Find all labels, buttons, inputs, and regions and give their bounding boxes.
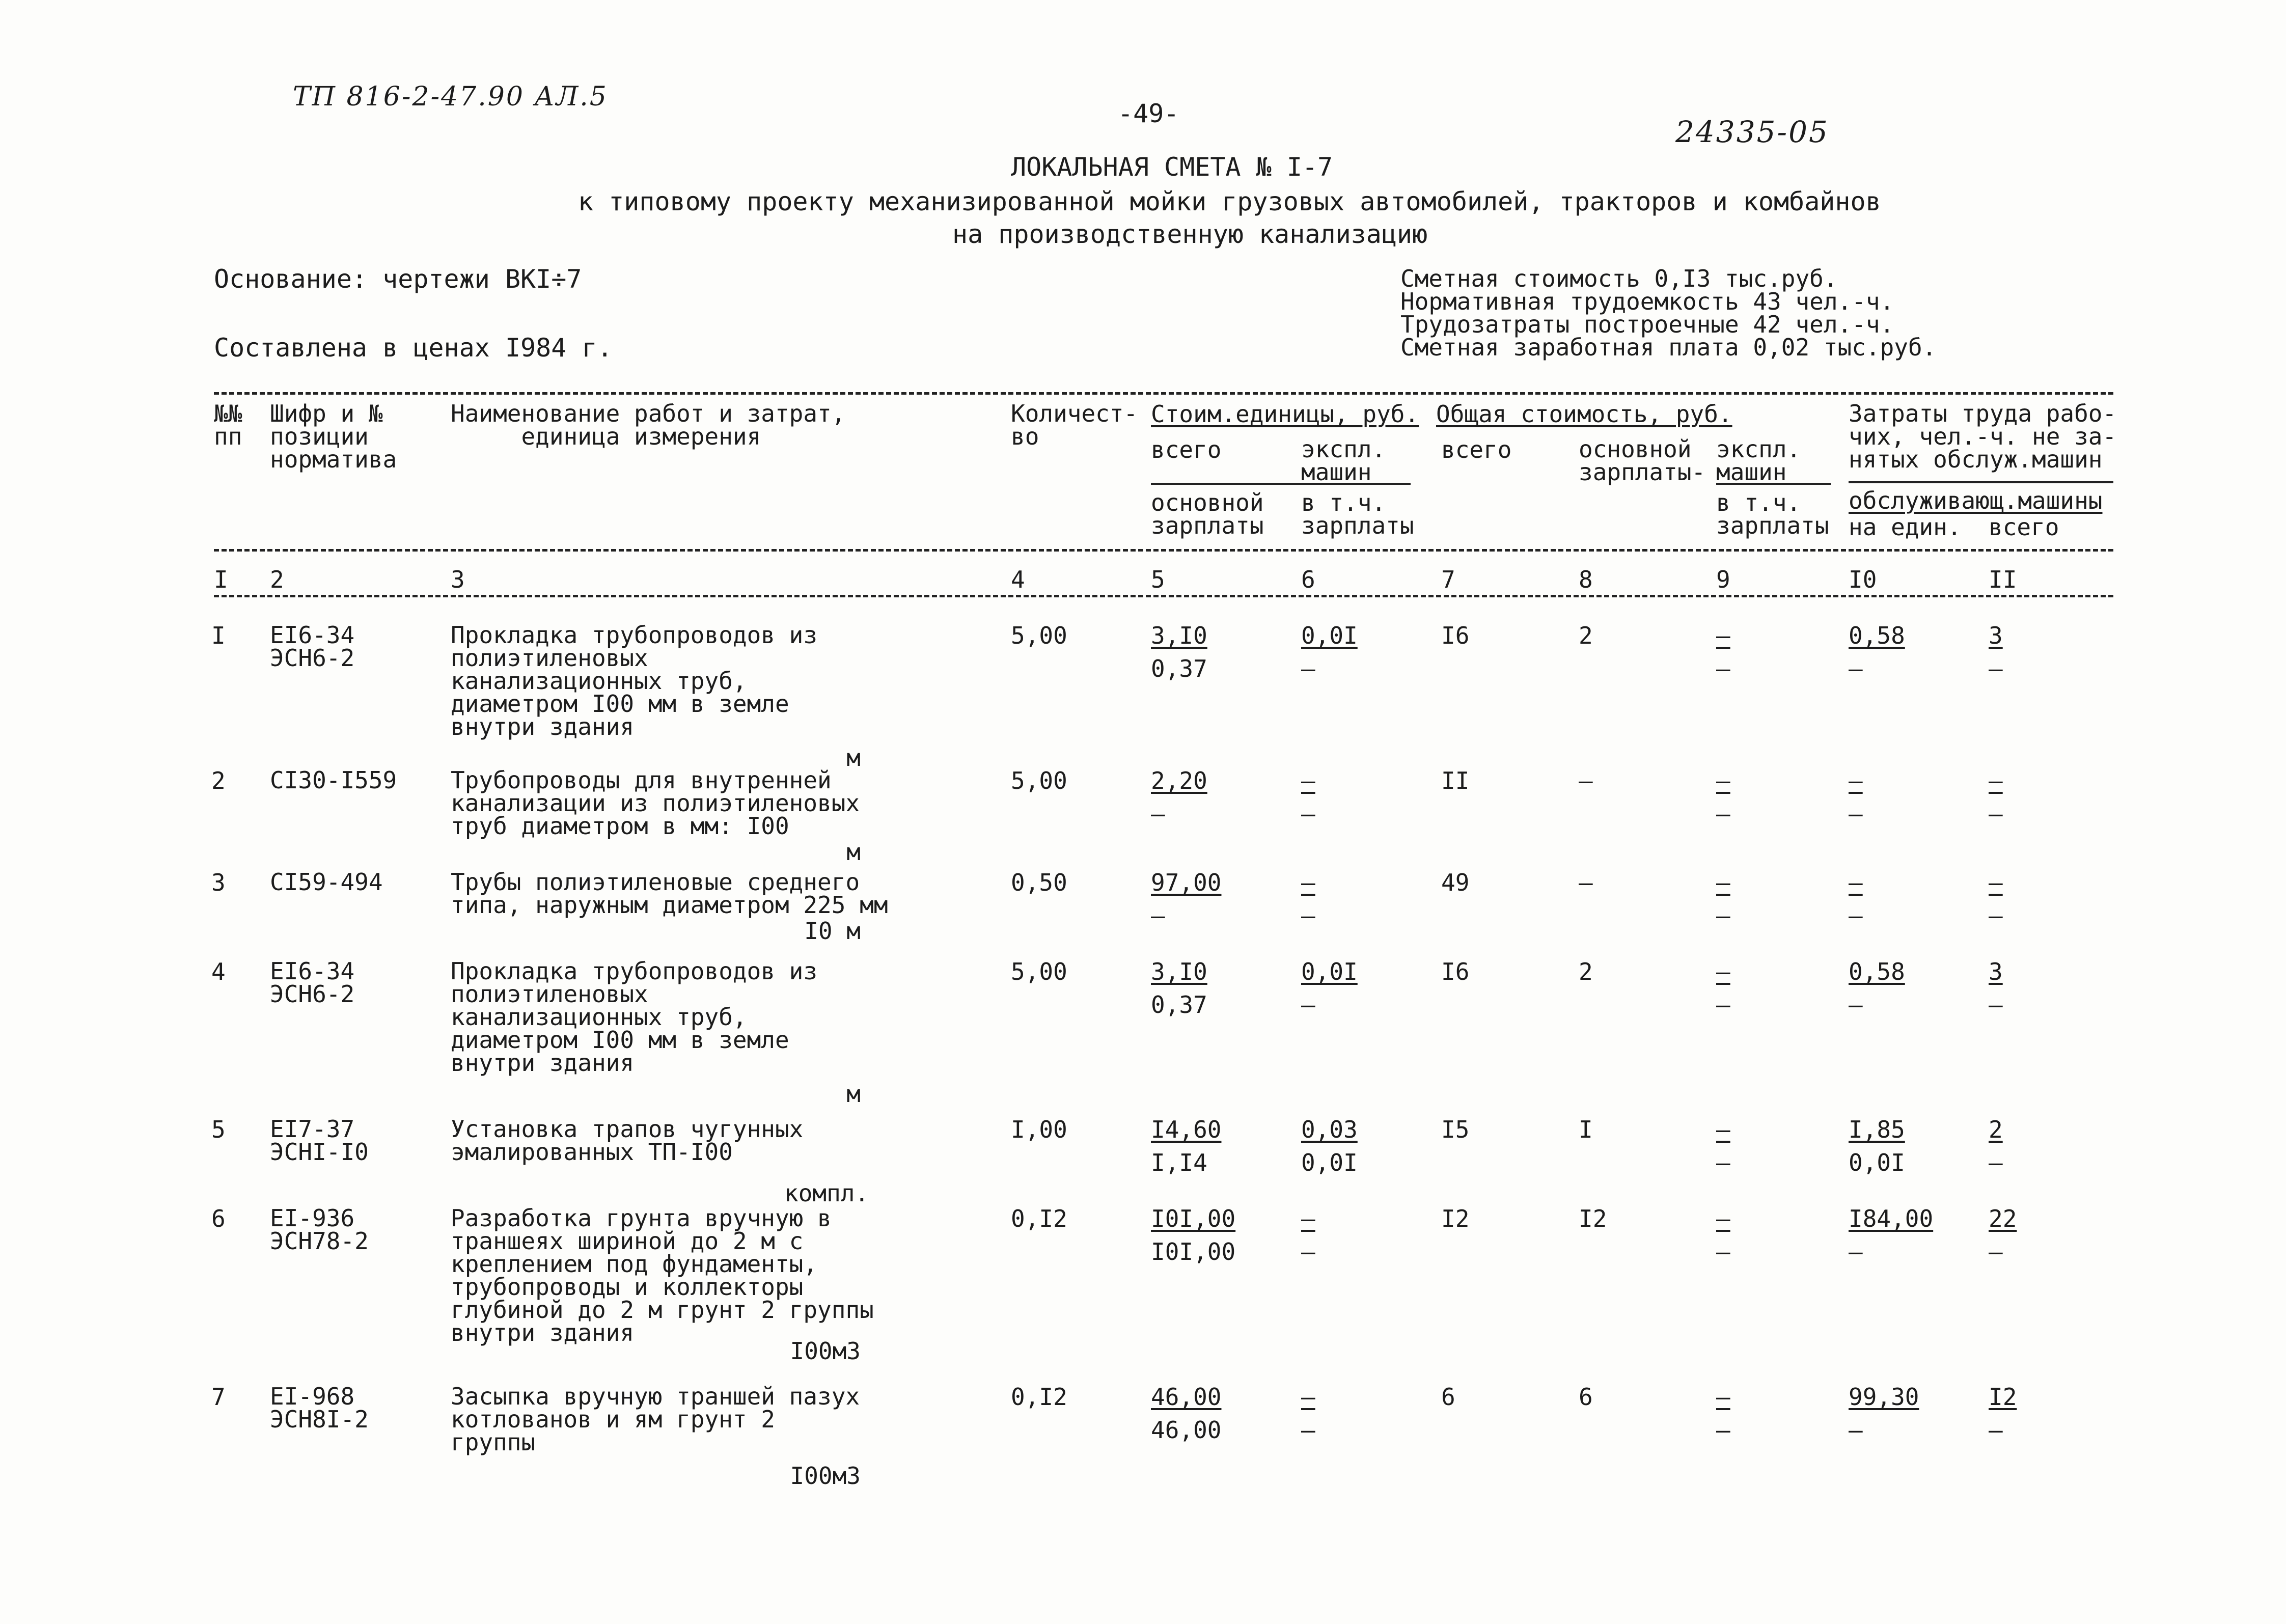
cell-c8: I2	[1579, 1205, 1607, 1232]
cell-c9a: –	[1716, 622, 1730, 649]
cell-unit: I00м3	[790, 1462, 861, 1490]
cell-c9a: –	[1716, 1383, 1730, 1411]
cell-qty: 5,00	[1011, 622, 1067, 649]
cell-c6b: –	[1301, 655, 1315, 682]
col-header-10: на един.	[1849, 513, 1962, 541]
cell-c10a: I84,00	[1849, 1205, 1934, 1232]
cell-c5b: I,I4	[1151, 1149, 1207, 1176]
cell-code: ЕI7-37 ЭСНI-I0	[270, 1115, 369, 1166]
cell-c11b: –	[1989, 800, 2003, 828]
labor-divider	[1849, 481, 2113, 483]
cell-c11a: I2	[1989, 1383, 2017, 1411]
cell-c8: 2	[1579, 622, 1593, 649]
cell-c6a: 0,0I	[1301, 622, 1358, 649]
cell-c11b: –	[1989, 1416, 2003, 1444]
cell-c5a: I0I,00	[1151, 1205, 1236, 1232]
cell-qty: 0,I2	[1011, 1205, 1067, 1232]
col-group-unit-cost: Стоим.единицы, руб.	[1151, 400, 1419, 428]
cell-c9a: –	[1716, 958, 1730, 985]
cell-c5a: 2,20	[1151, 767, 1207, 794]
col-header-9-bottom: в т.ч. зарплаты	[1716, 489, 1829, 539]
cell-c11b: –	[1989, 1149, 2003, 1176]
cell-c10b: –	[1849, 902, 1863, 929]
cell-c10b: –	[1849, 655, 1863, 682]
cell-c6b: –	[1301, 991, 1315, 1019]
cell-c7: I6	[1441, 958, 1470, 985]
cell-c9a: –	[1716, 869, 1730, 896]
cell-c10a: I,85	[1849, 1116, 1905, 1143]
cell-c11b: –	[1989, 655, 2003, 682]
cell-c11a: –	[1989, 869, 2003, 896]
cell-c11b: –	[1989, 1238, 2003, 1265]
cell-c10b: 0,0I	[1849, 1149, 1905, 1176]
col-header-2: Шифр и № позиции норматива	[270, 400, 397, 473]
cell-c9b: –	[1716, 800, 1730, 828]
col-group-labor-machines: обслуживающ.машины	[1849, 487, 2103, 514]
col-group-labor: Затраты труда рабо- чих, чел.-ч. не за- нятых обслуж.машин	[1849, 400, 2117, 473]
cell-qty: I,00	[1011, 1116, 1067, 1143]
cell-c5b: 46,00	[1151, 1416, 1222, 1444]
col-header-4: Количест- во	[1011, 400, 1138, 450]
cell-c8: 2	[1579, 958, 1593, 985]
cell-c7: I6	[1441, 622, 1470, 649]
cell-n: 7	[211, 1383, 226, 1411]
cell-c10b: –	[1849, 800, 1863, 828]
cell-c5a: 3,I0	[1151, 958, 1207, 985]
cell-c10b: –	[1849, 991, 1863, 1019]
cell-c11a: –	[1989, 767, 2003, 794]
cell-name: Засыпка вручную траншей пазух котлованов и ям грунт 2 группы	[451, 1383, 860, 1456]
cell-c5b: –	[1151, 902, 1165, 929]
col-header-6-bottom: в т.ч. зарплаты	[1301, 489, 1414, 539]
cell-unit: I0 м	[804, 917, 861, 945]
estimate-subtitle-2: на производственную канализацию	[952, 219, 1428, 249]
cell-c6b: 0,0I	[1301, 1149, 1358, 1176]
col-group-total-cost: Общая стоимость, руб.	[1436, 400, 1732, 428]
col-number: II	[1989, 566, 2017, 593]
cell-c11b: –	[1989, 902, 2003, 929]
cell-c9b: –	[1716, 1416, 1730, 1444]
col-header-5-top: всего	[1151, 436, 1222, 463]
cell-c10a: –	[1849, 767, 1863, 794]
cell-c9b: –	[1716, 1149, 1730, 1176]
cell-c5a: 46,00	[1151, 1383, 1222, 1411]
cell-code: ЕI-968 ЭСН8I-2	[270, 1383, 369, 1433]
column-number-rule	[214, 595, 2113, 597]
cell-c6a: –	[1301, 767, 1315, 794]
cell-qty: 5,00	[1011, 767, 1067, 794]
cell-name: Прокладка трубопроводов из полиэтиленовых канализационных труб, диаметром I00 мм в земле внутри здания	[451, 957, 818, 1077]
cell-c9b: –	[1716, 655, 1730, 682]
cell-c5b: I0I,00	[1151, 1238, 1236, 1265]
price-basis: Составлена в ценах I984 г.	[214, 333, 613, 363]
cell-c11b: –	[1989, 991, 2003, 1019]
cell-unit: м	[846, 1080, 861, 1108]
cell-c5a: I4,60	[1151, 1116, 1222, 1143]
col-number: 4	[1011, 566, 1025, 593]
basis: Основание: чертежи ВКI÷7	[214, 264, 582, 294]
cell-c6a: –	[1301, 869, 1315, 896]
cell-c9a: –	[1716, 1116, 1730, 1143]
cell-n: 3	[211, 869, 226, 896]
col-header-6-top: экспл. машин	[1301, 435, 1386, 486]
cell-c10a: 0,58	[1849, 958, 1905, 985]
col-number: 7	[1441, 566, 1455, 593]
cell-c10b: –	[1849, 1416, 1863, 1444]
cell-c7: 6	[1441, 1383, 1455, 1411]
col-number: 9	[1716, 566, 1730, 593]
cell-c9b: –	[1716, 902, 1730, 929]
cell-c5a: 3,I0	[1151, 622, 1207, 649]
header-bottom-rule	[214, 549, 2113, 552]
cell-c9b: –	[1716, 1238, 1730, 1265]
col-header-7: всего	[1441, 436, 1512, 463]
cell-qty: 0,50	[1011, 869, 1067, 896]
cell-c11a: 3	[1989, 622, 2003, 649]
document-code: ТП 816-2-47.90 АЛ.5	[293, 81, 608, 112]
col-number: 8	[1579, 566, 1593, 593]
cell-c9a: –	[1716, 767, 1730, 794]
cell-c9a: –	[1716, 1205, 1730, 1232]
cell-c6a: –	[1301, 1205, 1315, 1232]
page-number: -49-	[1118, 99, 1179, 128]
cell-code: СI30-I559	[270, 766, 397, 794]
cell-n: 5	[211, 1116, 226, 1143]
cell-c6a: –	[1301, 1383, 1315, 1411]
col-header-9-top: экспл. машин	[1716, 435, 1801, 486]
cell-c5b: 0,37	[1151, 655, 1207, 682]
cell-n: 6	[211, 1205, 226, 1232]
cell-name: Прокладка трубопроводов из полиэтиленовых канализационных труб, диаметром I00 мм в земле внутри здания	[451, 621, 818, 740]
cell-unit: компл.	[784, 1179, 869, 1207]
cell-unit: I00м3	[790, 1337, 861, 1365]
cell-c5b: –	[1151, 800, 1165, 828]
estimate-title: ЛОКАЛЬНАЯ СМЕТА № I-7	[1011, 152, 1333, 182]
col-header-5-bottom: основной зарплаты	[1151, 489, 1264, 539]
col-number: 3	[451, 566, 465, 593]
cell-n: 2	[211, 767, 226, 794]
cell-c11a: 3	[1989, 958, 2003, 985]
col-header-8: основной зарплаты-	[1579, 435, 1706, 486]
col-number: 6	[1301, 566, 1315, 593]
cell-c5a: 97,00	[1151, 869, 1222, 896]
cell-c10a: –	[1849, 869, 1863, 896]
cell-c8: –	[1579, 767, 1593, 794]
cell-n: 4	[211, 958, 226, 985]
summary-wages: Сметная заработная плата 0,02 тыс.руб.	[1400, 334, 1937, 361]
cell-c9b: –	[1716, 991, 1730, 1019]
summary-labor-norm: Нормативная трудоемкость 43 чел.-ч.	[1400, 288, 1894, 315]
cell-c6a: 0,0I	[1301, 958, 1358, 985]
cell-name: Трубы полиэтиленовые среднего типа, наружным диаметром 225 мм	[451, 868, 888, 919]
summary-cost: Сметная стоимость 0,I3 тыс.руб.	[1400, 265, 1838, 292]
cell-c6b: –	[1301, 800, 1315, 828]
col-number: 5	[1151, 566, 1165, 593]
cell-c11a: 2	[1989, 1116, 2003, 1143]
cell-c8: I	[1579, 1116, 1593, 1143]
cell-c11a: 22	[1989, 1205, 2017, 1232]
inventory-number: 24335-05	[1675, 115, 1829, 149]
cell-c7: II	[1441, 767, 1470, 794]
col-header-11: всего	[1989, 513, 2059, 541]
cell-c8: –	[1579, 869, 1593, 896]
cell-c10a: 0,58	[1849, 622, 1905, 649]
cell-c5b: 0,37	[1151, 991, 1207, 1019]
cell-c10b: –	[1849, 1238, 1863, 1265]
cell-name: Разработка грунта вручную в траншеях шириной до 2 м с креплением под фундаменты, трубопроводы и коллекторы глубиной до 2 м грунт 2 группы внутри здания	[451, 1204, 874, 1346]
col-header-3: Наименование работ и затрат, единица измерения	[451, 400, 846, 450]
cell-name: Установка трапов чугунных эмалированных ТП-I00	[451, 1115, 804, 1166]
cell-c7: I2	[1441, 1205, 1470, 1232]
cell-code: СI59-494	[270, 868, 383, 896]
cell-c7: I5	[1441, 1116, 1470, 1143]
cell-unit: м	[846, 744, 861, 772]
cell-code: ЕI6-34 ЭСН6-2	[270, 957, 355, 1008]
cell-c7: 49	[1441, 869, 1470, 896]
col-header-1: №№ пп	[214, 400, 242, 450]
col-number: 2	[270, 566, 284, 593]
cell-unit: м	[846, 838, 861, 866]
cell-n: I	[211, 622, 226, 649]
cell-c6a: 0,03	[1301, 1116, 1358, 1143]
cell-c6b: –	[1301, 1238, 1315, 1265]
cell-c6b: –	[1301, 1416, 1315, 1444]
cell-c8: 6	[1579, 1383, 1593, 1411]
cell-c6b: –	[1301, 902, 1315, 929]
estimate-subtitle: к типовому проекту механизированной мойки грузовых автомобилей, тракторов и комбайнов	[578, 187, 1881, 216]
cell-code: ЕI6-34 ЭСН6-2	[270, 621, 355, 672]
cell-qty: 0,I2	[1011, 1383, 1067, 1411]
table-top-rule	[214, 392, 2113, 395]
cell-qty: 5,00	[1011, 958, 1067, 985]
col-number: I	[214, 566, 228, 593]
summary-labor-site: Трудозатраты построечные 42 чел.-ч.	[1400, 311, 1894, 338]
cell-c10a: 99,30	[1849, 1383, 1919, 1411]
cell-code: ЕI-936 ЭСН78-2	[270, 1204, 369, 1255]
col-number: I0	[1849, 566, 1877, 593]
cell-name: Трубопроводы для внутренней канализации из полиэтиленовых труб диаметром в мм: I00	[451, 766, 860, 840]
